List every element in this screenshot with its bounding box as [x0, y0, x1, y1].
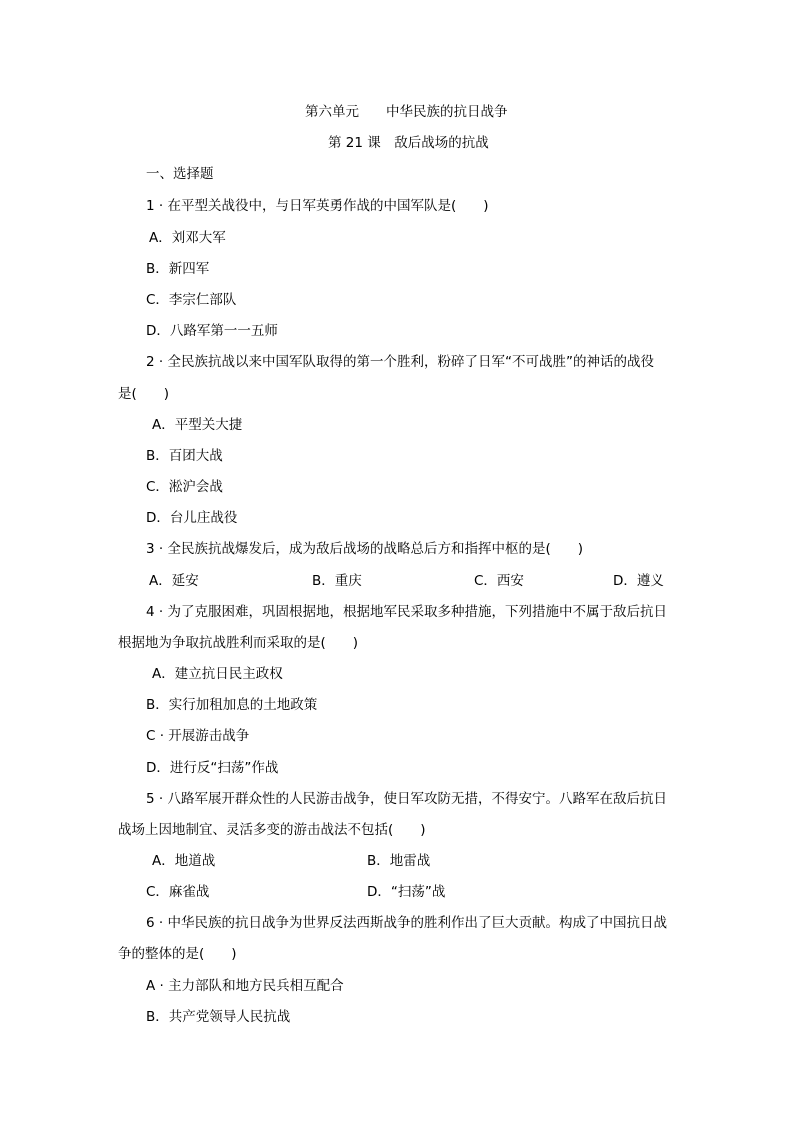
question-5-option-a: A．地道战: [152, 853, 216, 869]
question-4-stem-cont: 根据地为争取抗战胜利而采取的是( ): [118, 635, 359, 651]
question-4-option-d: D．进行反“扫荡”作战: [146, 760, 279, 776]
question-4-option-c: C · 开展游击战争: [146, 728, 250, 744]
question-1-option-d: D．八路军第一一五师: [146, 323, 278, 339]
question-3-option-c: C．西安: [474, 573, 524, 589]
question-6-option-b: B．共产党领导人民抗战: [146, 1009, 291, 1025]
lesson-title: 第 21 课 敌后战场的抗战: [328, 135, 489, 151]
question-5-option-d: D．“扫荡”战: [367, 884, 446, 900]
question-2-option-c: C．淞沪会战: [146, 479, 223, 495]
question-6-stem-cont: 争的整体的是( ): [118, 946, 237, 962]
question-6-option-a: A · 主力部队和地方民兵相互配合: [146, 978, 344, 994]
question-1-option-c: C．李宗仁部队: [146, 292, 237, 308]
question-2-option-b: B．百团大战: [146, 448, 223, 464]
question-3-option-d: D．遵义: [613, 573, 664, 589]
question-1-option-a: A．刘邓大军: [149, 230, 226, 246]
question-3-option-b: B．重庆: [312, 573, 362, 589]
question-2-stem: 2 · 全民族抗战以来中国军队取得的第一个胜利，粉碎了日军“不可战胜”的神话的战役: [146, 354, 654, 370]
question-4-option-b: B．实行加租加息的土地政策: [146, 697, 318, 713]
question-1-stem: 1 · 在平型关战役中，与日军英勇作战的中国军队是( ): [146, 198, 489, 214]
question-5-stem-cont: 战场上因地制宜、灵活多变的游击战法不包括( ): [118, 822, 426, 838]
question-2-stem-cont: 是( ): [118, 386, 170, 402]
question-6-stem: 6 · 中华民族的抗日战争为世界反法西斯战争的胜利作出了巨大贡献。构成了中国抗日战: [146, 915, 667, 931]
question-5-option-c: C．麻雀战: [146, 884, 210, 900]
question-1-option-b: B．新四军: [146, 261, 210, 277]
question-3-option-a: A．延安: [149, 573, 199, 589]
unit-title: 第六单元 中华民族的抗日战争: [305, 104, 508, 120]
question-2-option-a: A．平型关大捷: [152, 417, 243, 433]
question-5-stem: 5 · 八路军展开群众性的人民游击战争，使日军攻防无措，不得安宁。八路军在敌后抗日: [146, 791, 667, 807]
section-label: 一、选择题: [146, 166, 214, 182]
question-3-stem: 3 · 全民族抗战爆发后，成为敌后战场的战略总后方和指挥中枢的是( ): [146, 541, 583, 557]
question-2-option-d: D．台儿庄战役: [146, 510, 238, 526]
question-4-stem: 4 · 为了克服困难，巩固根据地，根据地军民采取多种措施，下列措施中不属于敌后抗日: [146, 604, 667, 620]
question-5-option-b: B．地雷战: [367, 853, 431, 869]
question-4-option-a: A．建立抗日民主政权: [152, 666, 283, 682]
